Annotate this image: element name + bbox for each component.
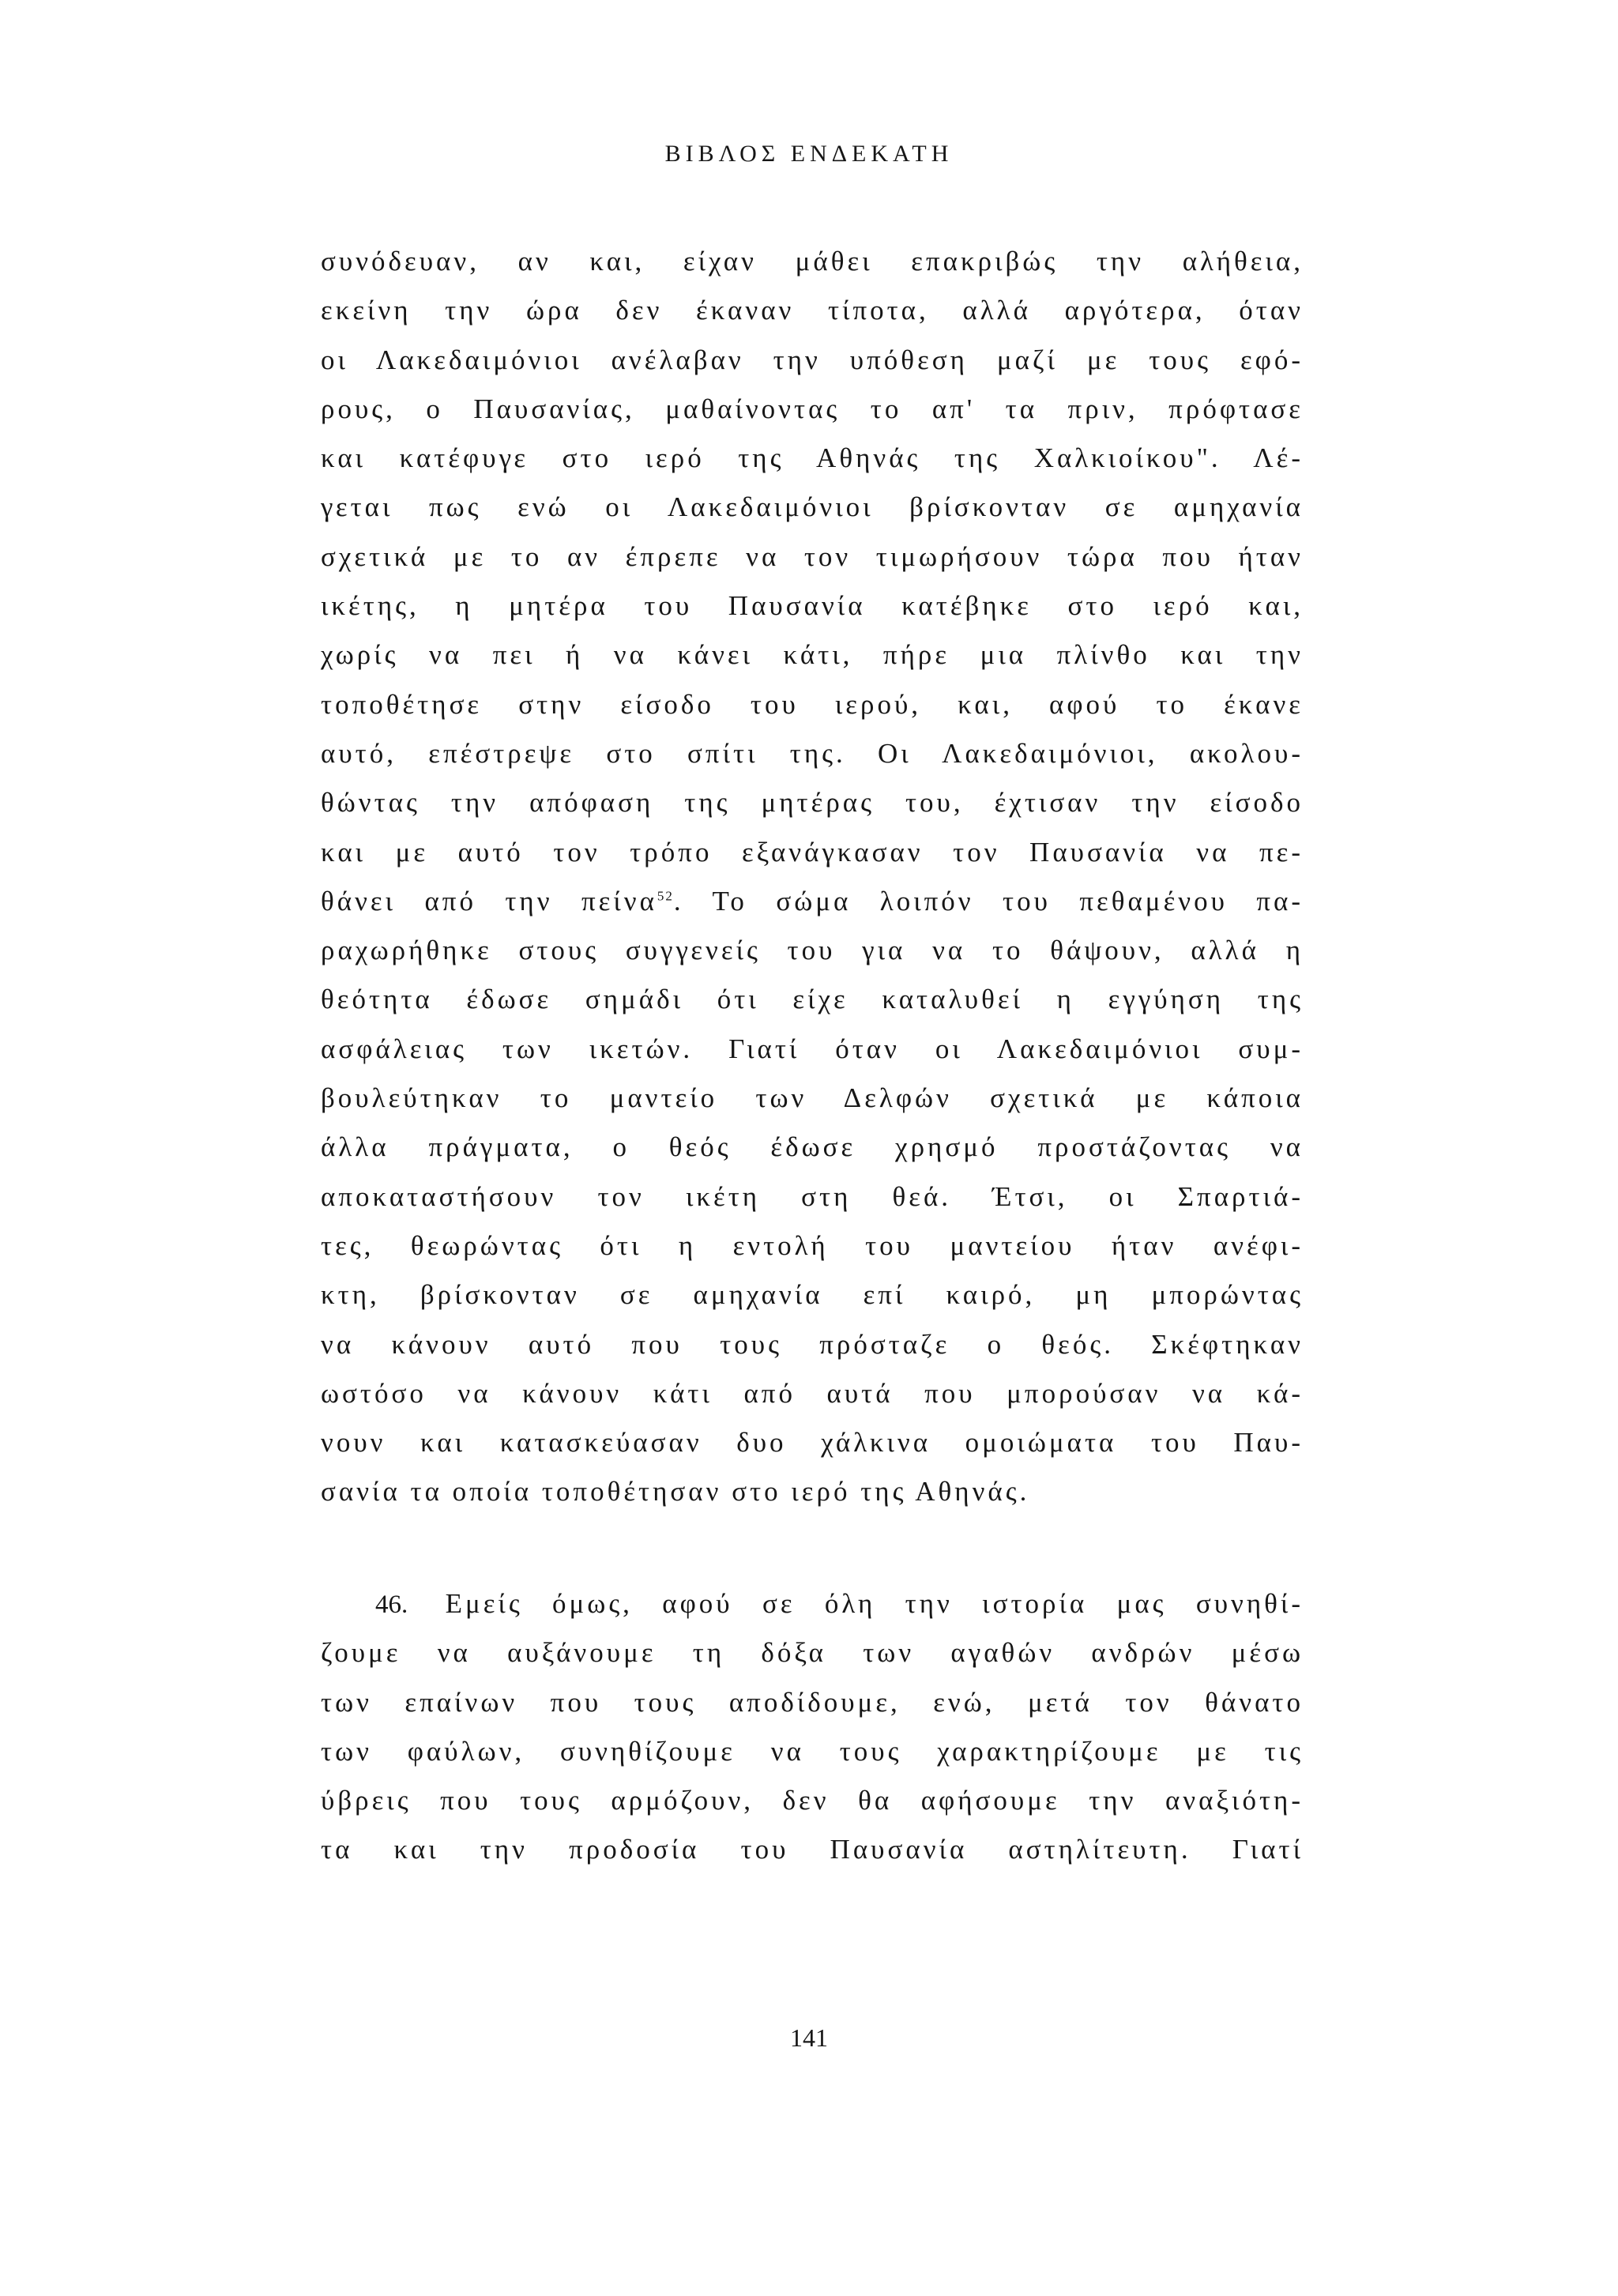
text-line: τοποθέτησε στην είσοδο του ιερού, και, αφού το έκανε bbox=[321, 688, 1304, 720]
paragraph bbox=[321, 237, 1304, 1517]
footnote-reference: 52 bbox=[657, 888, 674, 904]
text-line: ραχωρήθηκε στους συγγενείς του για να το θάψουν, αλλά η bbox=[321, 935, 1304, 966]
text-line: και με αυτό τον τρόπο εξανάγκασαν τον Παυσανία να πε- bbox=[321, 836, 1304, 868]
text-line: θώντας την απόφαση της μητέρας του, έχτισαν την είσοδο bbox=[321, 787, 1304, 819]
text-segment: θάνει από την πείνα bbox=[321, 885, 657, 917]
text-line bbox=[321, 1579, 1304, 1628]
text-line: άλλα πράγματα, ο θεός έδωσε χρησμό προστάζοντας να bbox=[321, 1131, 1304, 1163]
text-line: ωστόσο να κάνουν κάτι από αυτά που μπορούσαν να κά- bbox=[321, 1377, 1304, 1409]
page-number: 141 bbox=[790, 2023, 828, 2052]
text-segment: . Το σώμα λοιπόν του πεθαμένου πα- bbox=[673, 885, 1304, 917]
text-line: οι Λακεδαιμόνιοι ανέλαβαν την υπόθεση μαζί με τους εφό- bbox=[321, 344, 1304, 375]
text-line: ρους, ο Παυσανίας, μαθαίνοντας το απ' τα πριν, πρόφτασε bbox=[321, 393, 1304, 424]
text-line: βουλεύτηκαν το μαντείο των Δελφών σχετικά με κάποια bbox=[321, 1082, 1304, 1114]
text-line: εκείνη την ώρα δεν έκαναν τίποτα, αλλά αργότερα, όταν bbox=[321, 295, 1304, 326]
text-line: κτη, βρίσκονταν σε αμηχανία επί καιρό, μη μπορώντας bbox=[321, 1279, 1304, 1311]
text-line: ζουμε να αυξάνουμε τη δόξα των αγαθών ανδρών μέσω bbox=[321, 1637, 1304, 1669]
text-line: τα και την προδοσία του Παυσανία αστηλίτευτη. Γιατί bbox=[321, 1834, 1304, 1865]
text-line: τες, θεωρώντας ότι η εντολή του μαντείου ήταν ανέφι- bbox=[321, 1229, 1304, 1261]
text-line: αποκαταστήσουν τον ικέτη στη θεά. Έτσι, οι Σπαρτιά- bbox=[321, 1180, 1304, 1212]
text-line: σχετικά με το αν έπρεπε να τον τιμωρήσουν τώρα που ήταν bbox=[321, 540, 1304, 572]
text-line: ασφάλειας των ικετών. Γιατί όταν οι Λακεδαιμόνιοι συμ- bbox=[321, 1033, 1304, 1064]
running-head: ΒΙΒΛΟΣ ΕΝΔΕΚΑΤΗ bbox=[664, 141, 954, 167]
text-segment: Εμείς όμως, αφού σε όλη την ιστορία μας συνηθί- bbox=[445, 1588, 1304, 1619]
text-line: νουν και κατασκεύασαν δυο χάλκινα ομοιώματα του Παυ- bbox=[321, 1427, 1304, 1459]
text-line: αυτό, επέστρεψε στο σπίτι της. Οι Λακεδαιμόνιοι, ακολου- bbox=[321, 737, 1304, 769]
text-line: να κάνουν αυτό που τους πρόσταζε ο θεός. Σκέφτηκαν bbox=[321, 1328, 1304, 1360]
text-line: χωρίς να πει ή να κάνει κάτι, πήρε μια πλίνθο και την bbox=[321, 639, 1304, 671]
text-line: θεότητα έδωσε σημάδι ότι είχε καταλυθεί η εγγύηση της bbox=[321, 984, 1304, 1015]
text-line: ικέτης, η μητέρα του Παυσανία κατέβηκε στο ιερό και, bbox=[321, 590, 1304, 622]
text-line: και κατέφυγε στο ιερό της Αθηνάς της Χαλκιοίκου". Λέ- bbox=[321, 442, 1304, 474]
section-number: 46. bbox=[375, 1590, 408, 1619]
text-line: ύβρεις που τους αρμόζουν, δεν θα αφήσουμε την αναξιότη- bbox=[321, 1785, 1304, 1816]
text-line: των φαύλων, συνηθίζουμε να τους χαρακτηρίζουμε με τις bbox=[321, 1735, 1304, 1767]
text-line: των επαίνων που τους αποδίδουμε, ενώ, μετά τον θάνατο bbox=[321, 1686, 1304, 1718]
paragraph bbox=[321, 1579, 1304, 1875]
text-line: σανία τα οποία τοποθέτησαν στο ιερό της Αθηνάς. bbox=[321, 1476, 1030, 1507]
text-line: γεται πως ενώ οι Λακεδαιμόνιοι βρίσκονταν σε αμηχανία bbox=[321, 491, 1304, 523]
text-line bbox=[321, 877, 1304, 926]
text-line: συνόδευαν, αν και, είχαν μάθει επακριβώς την αλήθεια, bbox=[321, 246, 1304, 277]
